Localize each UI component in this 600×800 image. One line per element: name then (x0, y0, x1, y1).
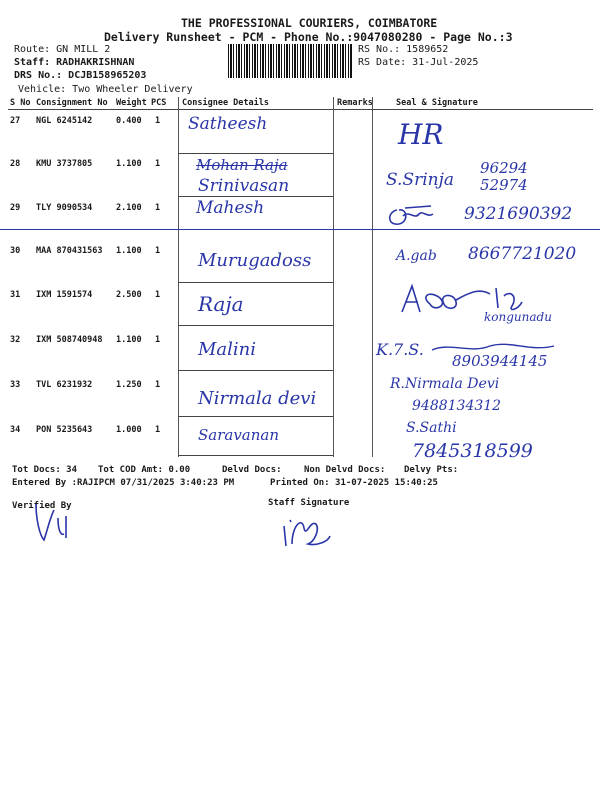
row-consignment: NGL 6245142 (36, 116, 93, 126)
header-rule (8, 109, 593, 110)
row-consignment: IXM 508740948 (36, 335, 103, 345)
row-weight: 1.250 (116, 380, 142, 390)
row-sno: 27 (10, 116, 21, 126)
non-delivered-docs: Non Delvd Docs: (304, 465, 386, 475)
barcode (228, 44, 352, 78)
consignee-name: Satheesh (188, 114, 268, 134)
row-pcs: 1 (155, 290, 161, 300)
row-pcs: 1 (155, 335, 161, 345)
col-consignment: Consignment No (36, 98, 108, 108)
row-rule (178, 370, 333, 371)
col-sno: S No (10, 98, 31, 108)
total-cod-amount: Tot COD Amt: 0.00 (98, 465, 191, 475)
col-remarks: Remarks (337, 98, 373, 108)
consignee-name: Raja (198, 292, 244, 316)
row-pcs: 1 (155, 425, 161, 435)
row-consignment: TVL 6231932 (36, 380, 93, 390)
row-sno: 29 (10, 203, 21, 213)
signature-note: kongunadu (484, 310, 552, 324)
row-weight: 1.100 (116, 159, 142, 169)
row-consignment: PON 5235643 (36, 425, 93, 435)
route: Route: GN MILL 2 (14, 44, 111, 55)
row-rule (178, 196, 333, 197)
signature-text: K.7.S. (376, 340, 424, 359)
phone-number: 9321690392 (464, 204, 573, 224)
rs-number: RS No.: 1589652 (358, 44, 449, 55)
runsheet-title: Delivery Runsheet - PCM - Phone No.:9047080280 - Page No.:3 (104, 30, 513, 44)
col-weight: Weight (116, 98, 147, 108)
row-sno: 34 (10, 425, 21, 435)
row-weight: 1.100 (116, 246, 142, 256)
drs-number: DRS No.: DCJB158965203 (14, 70, 147, 81)
rs-date: RS Date: 31-Jul-2025 (358, 57, 479, 68)
phone-number: 8903944145 (452, 352, 548, 370)
remarks-divider (333, 97, 334, 457)
row-pcs: 1 (155, 159, 161, 169)
row-pcs: 1 (155, 246, 161, 256)
row-weight: 0.400 (116, 116, 142, 126)
row-weight: 2.500 (116, 290, 142, 300)
consignee-name: Murugadoss (198, 250, 312, 271)
consignee-name: Saravanan (198, 426, 280, 444)
staff: Staff: RADHAKRISHNAN (14, 57, 135, 68)
signature-text: S.Srinja (386, 170, 455, 190)
total-docs: Tot Docs: 34 (12, 465, 78, 475)
row-sno: 28 (10, 159, 21, 169)
verified-by-label: Verified By (12, 501, 72, 511)
row-pcs: 1 (155, 203, 161, 213)
row-consignment: IXM 1591574 (36, 290, 93, 300)
signature-divider (372, 97, 373, 457)
consignee-name: Srinivasan (198, 176, 290, 196)
row-rule (178, 455, 333, 456)
vehicle: Vehicle: Two Wheeler Delivery (18, 84, 193, 95)
verifier-signature (30, 500, 80, 545)
col-seal-signature: Seal & Signature (396, 98, 478, 108)
signature-text: S.Sathi (406, 420, 457, 436)
consignee-name: Mahesh (196, 198, 265, 218)
row-weight: 1.000 (116, 425, 142, 435)
signature-text: HR (398, 118, 444, 151)
staff-signature-label: Staff Signature (268, 498, 350, 508)
entered-by: Entered By :RAJIPCM 07/31/2025 3:40:23 PM (12, 478, 235, 488)
struck-consignee: Mohan Raja (196, 156, 288, 174)
signature-text: A.gab (396, 248, 437, 264)
consignee-name: Nirmala devi (198, 388, 317, 409)
row-rule (0, 229, 600, 230)
delivery-points: Delvy Pts: (404, 465, 459, 475)
consignee-divider (178, 97, 179, 457)
row-rule (178, 325, 333, 326)
consignee-name: Malini (198, 339, 257, 360)
company-name: THE PROFESSIONAL COURIERS, COIMBATORE (181, 16, 438, 30)
printed-on: Printed On: 31-07-2025 15:40:25 (270, 478, 438, 488)
row-sno: 32 (10, 335, 21, 345)
row-pcs: 1 (155, 116, 161, 126)
row-sno: 31 (10, 290, 21, 300)
col-consignee: Consignee Details (182, 98, 269, 108)
row-sno: 30 (10, 246, 21, 256)
row-rule (178, 282, 333, 283)
staff-signature (280, 512, 340, 552)
row-rule (178, 416, 333, 417)
signature-scribble (385, 200, 445, 230)
row-weight: 1.100 (116, 335, 142, 345)
phone-number: 7845318599 (412, 440, 533, 462)
row-sno: 33 (10, 380, 21, 390)
phone-number: 9488134312 (412, 398, 502, 414)
row-pcs: 1 (155, 380, 161, 390)
row-weight: 2.100 (116, 203, 142, 213)
col-pcs: PCS (151, 98, 167, 108)
delivered-docs: Delvd Docs: (222, 465, 282, 475)
row-consignment: KMU 3737805 (36, 159, 93, 169)
row-consignment: MAA 870431563 (36, 246, 103, 256)
row-consignment: TLY 9090534 (36, 203, 93, 213)
phone-number: 96294 52974 (480, 159, 528, 194)
row-rule (178, 153, 333, 154)
signature-text: R.Nirmala Devi (390, 376, 500, 392)
phone-number: 8667721020 (468, 244, 577, 264)
